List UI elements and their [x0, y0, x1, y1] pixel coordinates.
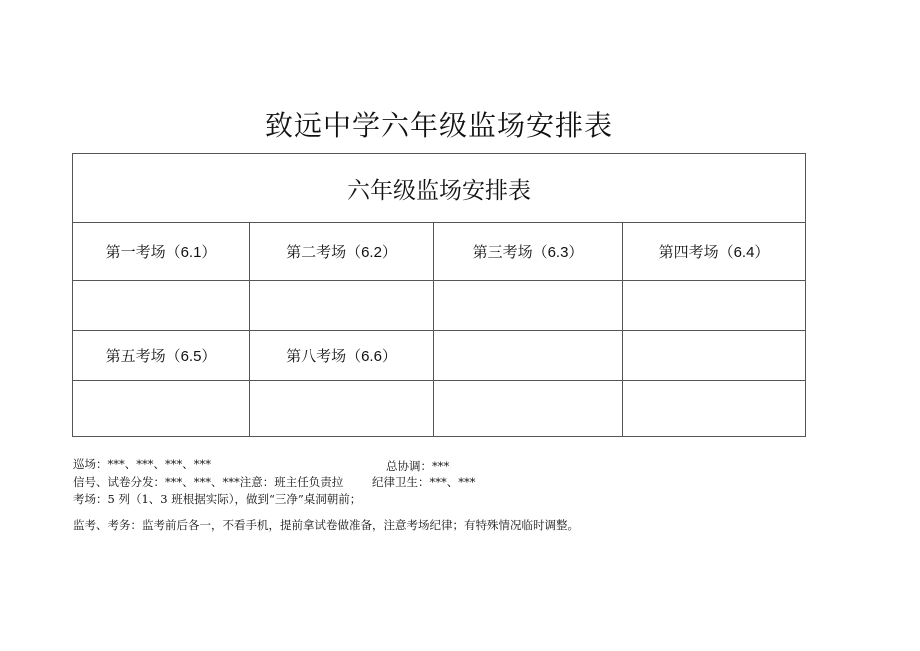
page-title: 致远中学六年级监场安排表 [264, 109, 613, 142]
proctor-schedule-table [72, 153, 806, 437]
proctor-duties-note: 监考、考务：监考前后各一，不看手机，提前拿试卷做准备，注意考场纪律；有特殊情况临时调整。 [73, 518, 579, 532]
room-number: （6.5） [165, 348, 217, 365]
room-name: 第四考场 [658, 243, 719, 261]
room-cell-7 [434, 331, 623, 381]
room-name: 第一考场 [105, 243, 166, 261]
room-cell-1 [73, 223, 250, 281]
coordinator-note: 总协调：*** [386, 459, 450, 473]
proctor-cell-5 [73, 381, 250, 437]
room-cell-4 [623, 223, 806, 281]
room-cell-5 [73, 331, 250, 381]
room-cell-6 [250, 331, 434, 381]
proctor-cell-4 [623, 281, 806, 331]
room-name: 第八考场 [286, 347, 347, 365]
room-setup-note: 考场：5 列（1、3 班根据实际），做到“三净”桌洞朝前； [73, 492, 362, 506]
room-number: （6.6） [346, 348, 397, 365]
room-cell-2 [250, 223, 434, 281]
proctor-cell-8 [623, 381, 806, 437]
room-name: 第三考场 [472, 243, 533, 261]
signal-papers-note: 信号、试卷分发：***、***、***注意：班主任负责拉 [73, 475, 344, 489]
proctor-cell-7 [434, 381, 623, 437]
room-cell-3 [434, 223, 623, 281]
discipline-health-note: 纪律卫生：***、*** [372, 475, 476, 489]
patrol-note: 巡场：***、***、***、*** [73, 457, 211, 471]
table-heading: 六年级监场安排表 [73, 154, 806, 223]
proctor-cell-3 [434, 281, 623, 331]
proctor-cell-6 [250, 381, 434, 437]
room-number: （6.4） [718, 244, 770, 261]
room-name: 第五考场 [105, 347, 166, 365]
proctor-cell-2 [250, 281, 434, 331]
room-number: （6.3） [532, 244, 584, 261]
proctor-cell-1 [73, 281, 250, 331]
room-number: （6.1） [165, 244, 217, 261]
room-cell-8 [623, 331, 806, 381]
room-number: （6.2） [346, 244, 397, 261]
room-name: 第二考场 [286, 243, 347, 261]
